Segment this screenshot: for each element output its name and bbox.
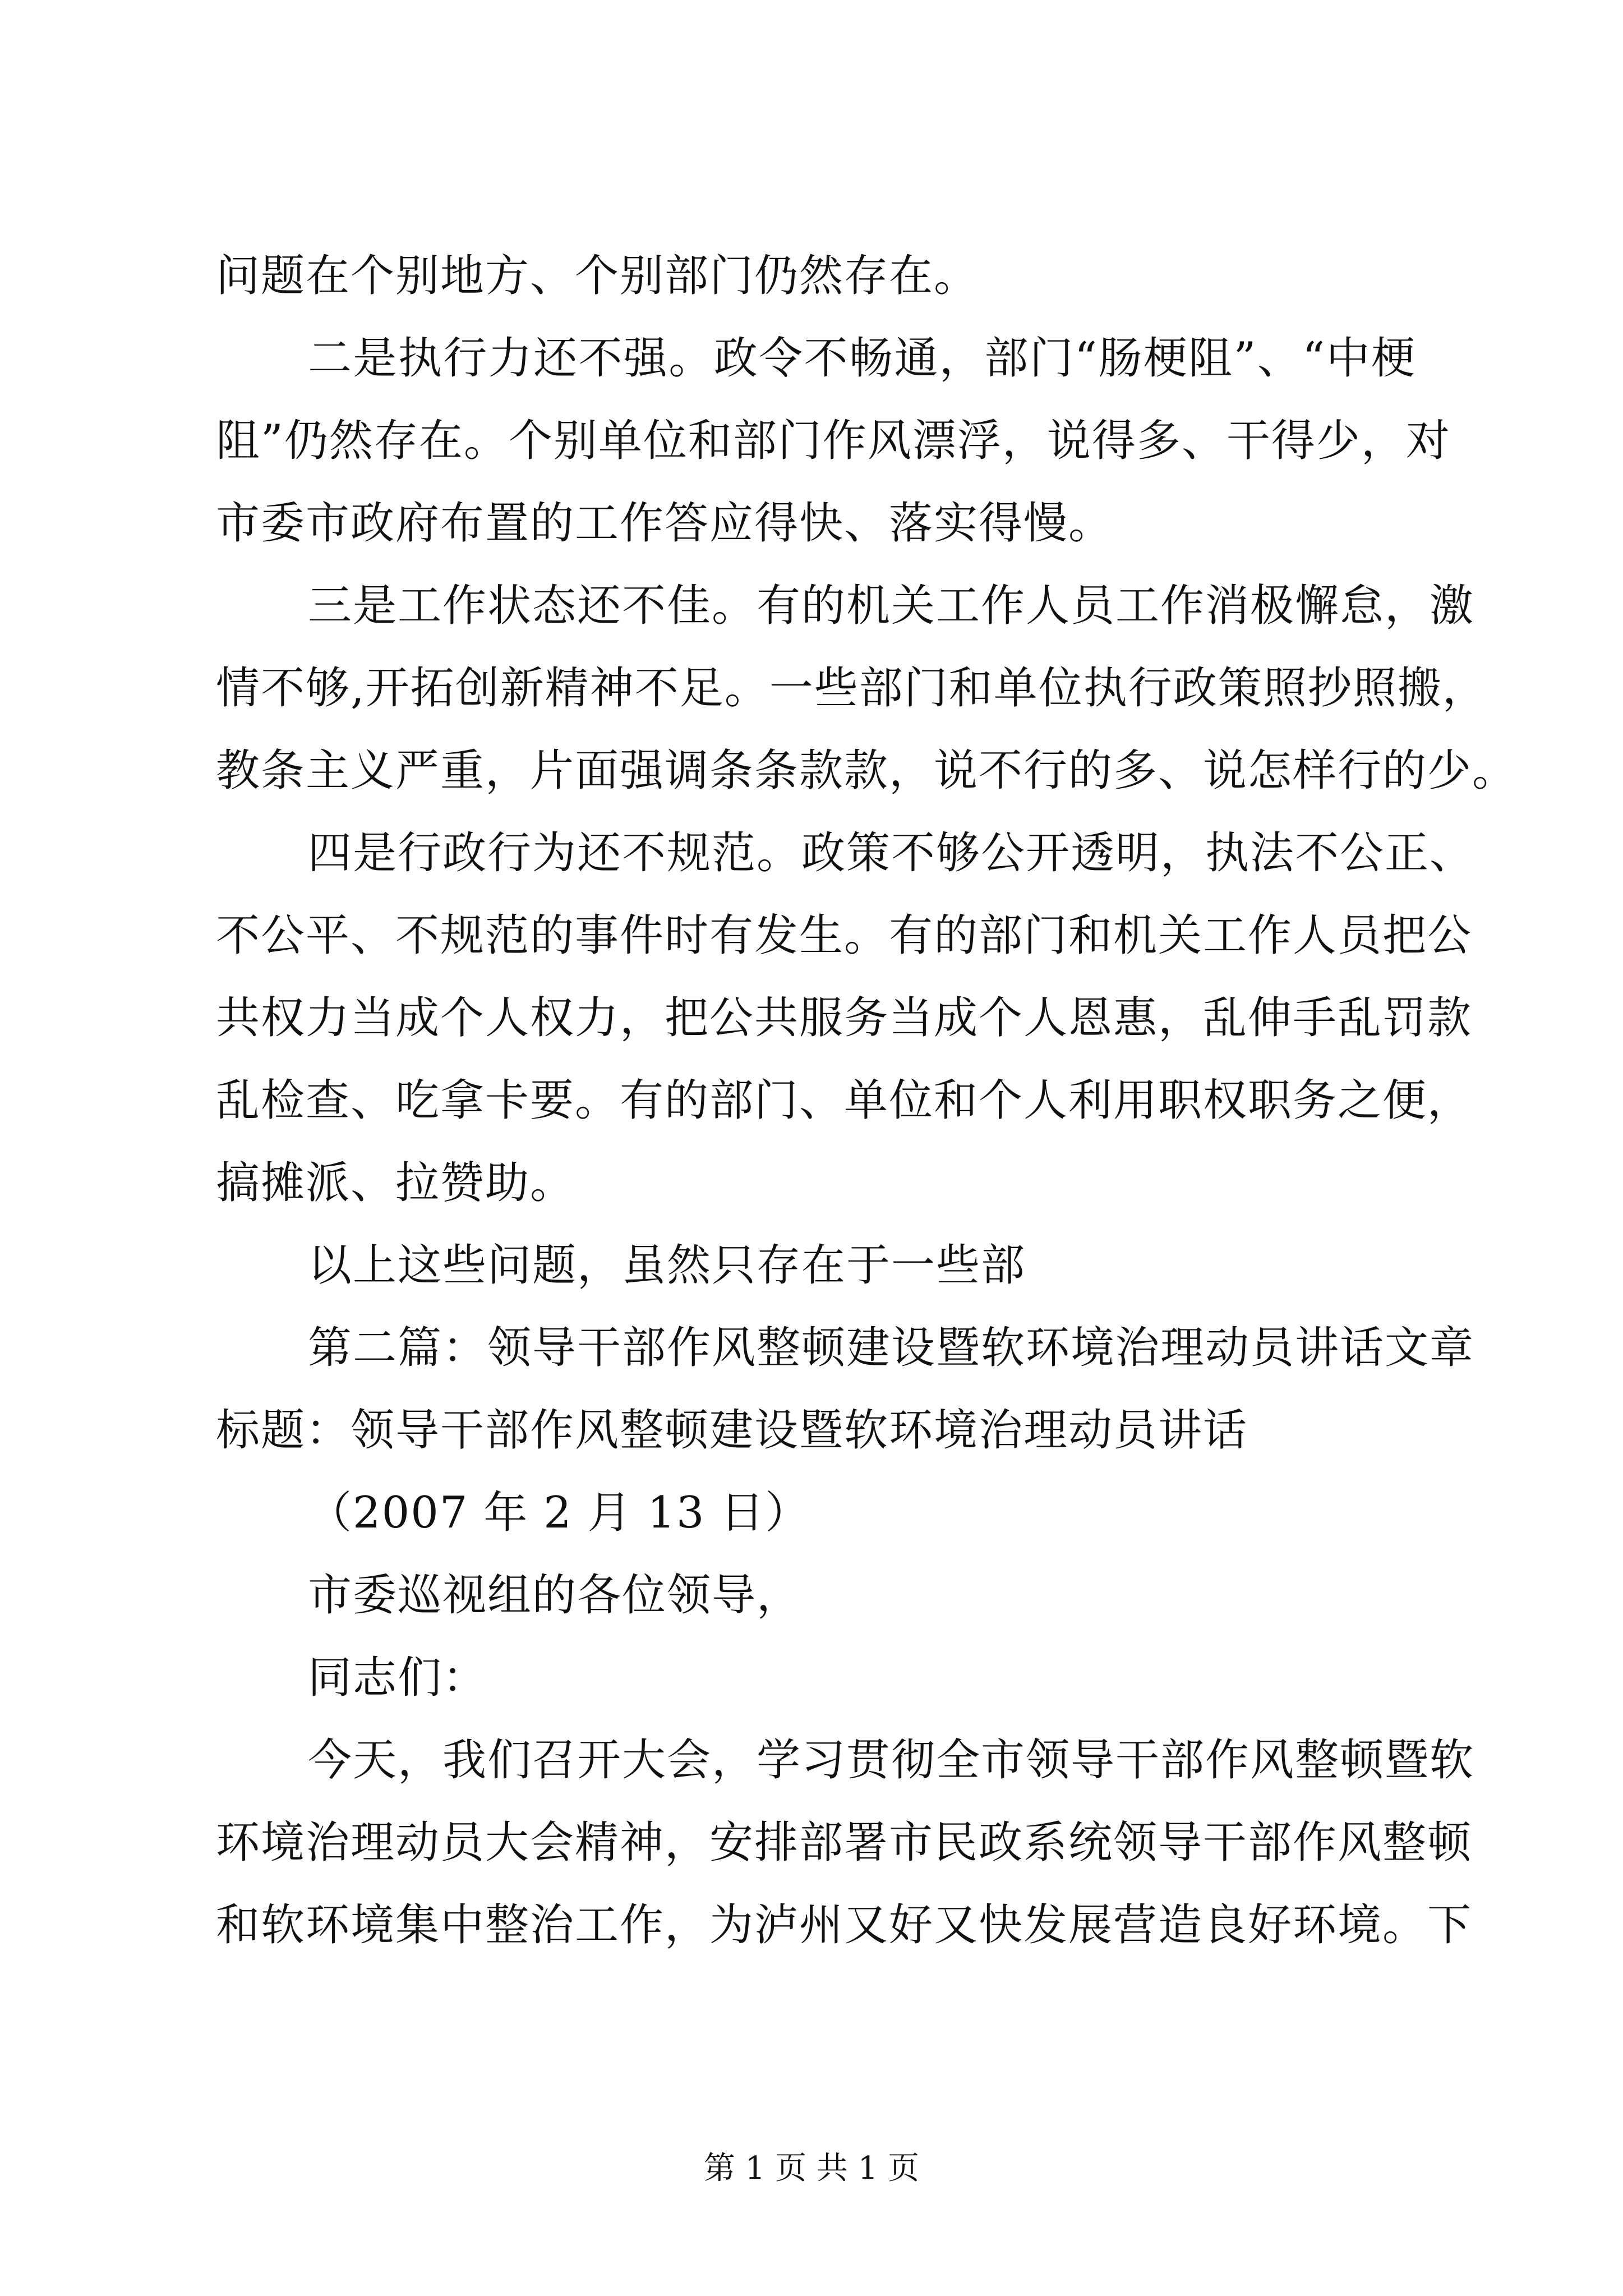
text-line: 以上这些问题，虽然只存在于一些部 [308,1240,1026,1291]
text-line: 乱检查、吃拿卡要。有的部门、单位和个人利用职权职务之便， [216,1075,1473,1126]
text-line: 市委巡视组的各位领导， [308,1570,802,1621]
text-line: 同志们： [308,1653,488,1703]
text-line: 问题在个别地方、个别部门仍然存在。 [216,251,979,301]
document-body [216,247,1518,1978]
text-line: 环境治理动员大会精神，安排部署市民政系统领导干部作风整顿 [216,1818,1473,1868]
text-line: 四是行政行为还不规范。政策不够公开透明，执法不公正、 [308,828,1475,878]
text-line: 共权力当成个人权力，把公共服务当成个人恩惠，乱伸手乱罚款 [216,993,1473,1043]
text-line: 市委市政府布置的工作答应得快、落实得慢。 [216,498,1114,549]
text-line: 搞摊派、拉赞助。 [216,1158,575,1208]
text-line: 和软环境集中整治工作，为泸州又好又快发展营造良好环境。下 [216,1900,1473,1950]
text-line: 今天，我们召开大会，学习贯彻全市领导干部作风整顿暨软 [308,1735,1475,1786]
text-line: 第二篇：领导干部作风整顿建设暨软环境治理动员讲话文章 [308,1323,1475,1373]
text-line: 标题：领导干部作风整顿建设暨软环境治理动员讲话 [216,1405,1248,1456]
text-line: 二是执行力还不强。政令不畅通，部门“肠梗阻”、“中梗 [308,333,1416,384]
text-line: 阻”仍然存在。个别单位和部门作风漂浮，说得多、干得少，对 [216,416,1451,466]
text-line: 不公平、不规范的事件时有发生。有的部门和机关工作人员把公 [216,910,1473,961]
text-line: 情不够,开拓创新精神不足。一些部门和单位执行政策照抄照搬， [216,663,1487,714]
text-line: （2007 年 2 月 13 日） [308,1488,810,1538]
text-line: 三是工作状态还不佳。有的机关工作人员工作消极懈怠，激 [308,581,1475,631]
page-footer: 第 1 页 共 1 页 [703,2150,920,2187]
text-line: 教条主义严重，片面强调条条款款，说不行的多、说怎样行的少。 [216,746,1518,796]
